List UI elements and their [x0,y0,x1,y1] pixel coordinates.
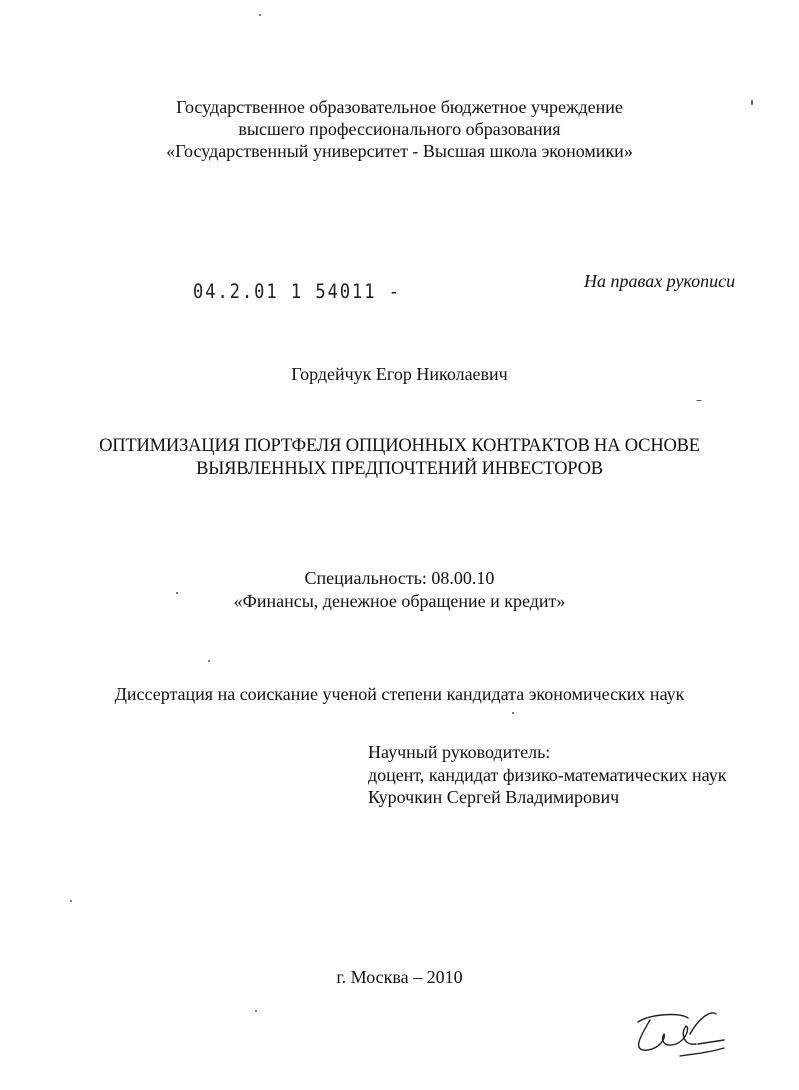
institution-line-1: Государственное образовательное бюджетное учреждение [176,97,623,117]
specialty-code: Специальность: 08.00.10 [304,568,495,588]
institution-line-2: высшего профессионального образования [238,119,561,139]
registration-stamp: 04.2.01 1 54011 - [193,280,401,304]
city-year: г. Москва – 2010 [336,967,463,987]
rights-note: На правах рукописи [584,271,736,291]
specialty-name: «Финансы, денежное обращение и кредит» [233,591,566,611]
supervisor-name: Курочкин Сергей Владимирович [368,787,620,807]
supervisor-label: Научный руководитель: [368,742,551,762]
scan-speck [70,900,72,902]
scan-speck [176,592,178,594]
scan-speck [208,660,210,662]
dissertation-note: Диссертация на соискание ученой степени кандидата экономических наук [114,684,685,704]
dissertation-title-line-2: ВЫЯВЛЕННЫХ ПРЕДПОЧТЕНИЙ ИНВЕСТОРОВ [196,459,603,479]
scan-speck [751,100,753,105]
scan-speck [255,1010,257,1012]
handwritten-signature [620,1004,730,1064]
scan-speck [512,712,514,714]
institution-line-3: «Государственный университет - Высшая школа экономики» [166,141,633,161]
scan-speck [259,14,261,16]
scan-speck [696,400,702,401]
dissertation-title-line-1: ОПТИМИЗАЦИЯ ПОРТФЕЛЯ ОПЦИОННЫХ КОНТРАКТОВ НА ОСНОВЕ [99,436,700,456]
author-name: Гордейчук Егор Николаевич [291,364,508,384]
supervisor-position: доцент, кандидат физико-математических наук [368,765,727,785]
